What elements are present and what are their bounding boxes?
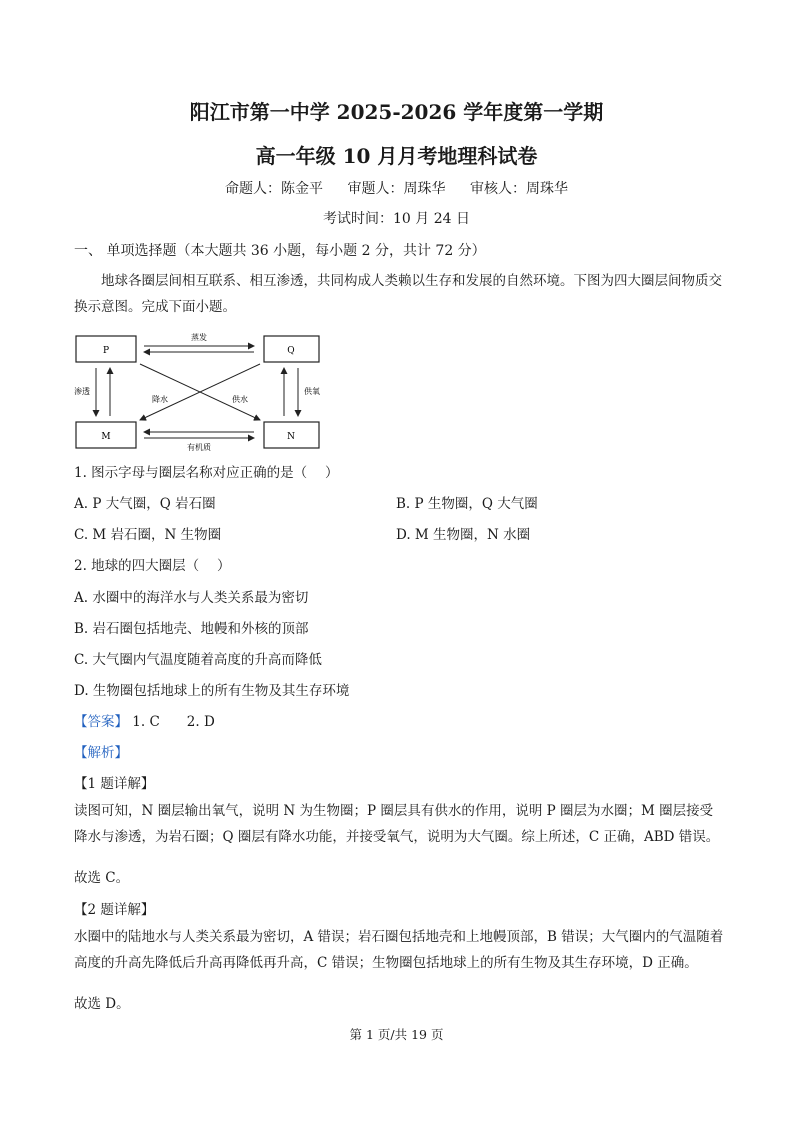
box-p-label: P [102,346,110,356]
label-organic: 有机质 [187,443,211,452]
exam-title: 阳江市第一中学 2025-2026 学年度第一学期 [189,100,604,124]
question-1-option-d: D. M 生物圈，N 水圈 [396,527,531,543]
question-2-stem: 2. 地球的四大圈层（ ） [74,558,231,574]
section-heading: 一、 单项选择题（本大题共 36 小题，每小题 2 分，共计 72 分） [74,243,486,259]
detail-2-text: 水圈中的陆地水与人类关系最为密切，A 错误；岩石圈包括地壳和上地幔顶部，B 错误；大气圈内的气温随着高度的升高先降低后升高再降低再升高，C 错误；生物圈包括地球上的所有生物及其生存环境，D 正确。 [74,929,724,971]
answer-values: 1. C 2. D [132,714,215,730]
label-oxygen: 供氧 [304,387,320,396]
detail-1-tag: 【1 题详解】 [74,776,155,792]
question-2-option-b: B. 岩石圈包括地壳、地幔和外核的顶部 [74,621,309,637]
label-water-supply: 供水 [232,395,248,404]
question-2-option-a: A. 水圈中的海洋水与人类关系最为密切 [74,590,309,606]
label-infiltration: 渗透 [74,387,90,396]
box-n-label: N [287,432,295,442]
detail-1-choice: 故选 C。 [74,870,130,886]
label-evaporation: 蒸发 [191,333,207,342]
detail-2-choice: 故选 D。 [74,996,130,1012]
exam-time: 考试时间：10 月 24 日 [323,211,470,227]
sphere-exchange-diagram [74,328,334,453]
exam-subtitle: 高一年级 10 月月考地理科试卷 [255,144,538,168]
question-1-option-a: A. P 大气圈，Q 岩石圈 [74,496,216,512]
detail-1-text: 读图可知，N 圈层输出氧气，说明 N 为生物圈；P 圈层具有供水的作用，说明 P 圈层为水圈；M 圈层接受降水与渗透，为岩石圈；Q 圈层有降水功能，并接受氧气，说明为大气圈。综上所述，C 正确，ABD 错误。 [74,803,720,845]
question-1-option-c: C. M 岩石圈，N 生物圈 [74,527,222,543]
proposer: 命题人：陈金平 [225,181,324,197]
exam-staff [0,178,793,198]
question-1-stem: 1. 图示字母与圈层名称对应正确的是（ ） [74,465,339,481]
analysis-tag: 【解析】 [74,745,128,761]
answer-tag: 【答案】 [74,714,128,730]
checker: 审核人：周珠华 [469,181,568,197]
box-m-label: M [101,432,111,442]
section-intro: 地球各圈层间相互联系、相互渗透，共同构成人类赖以生存和发展的自然环境。下图为四大圈层间物质交换示意图。完成下面小题。 [74,273,722,315]
question-2-option-c: C. 大气圈内气温度随着高度的升高而降低 [74,652,322,668]
answer-line [74,710,215,730]
label-precipitation: 降水 [152,395,168,404]
question-2-option-d: D. 生物圈包括地球上的所有生物及其生存环境 [74,683,350,699]
page-number: 第 1 页/共 19 页 [349,1027,444,1042]
question-1-option-b: B. P 生物圈，Q 大气圈 [396,496,538,512]
reviewer: 审题人：周珠华 [347,181,446,197]
detail-2-tag: 【2 题详解】 [74,902,155,918]
box-q-label: Q [287,346,295,356]
